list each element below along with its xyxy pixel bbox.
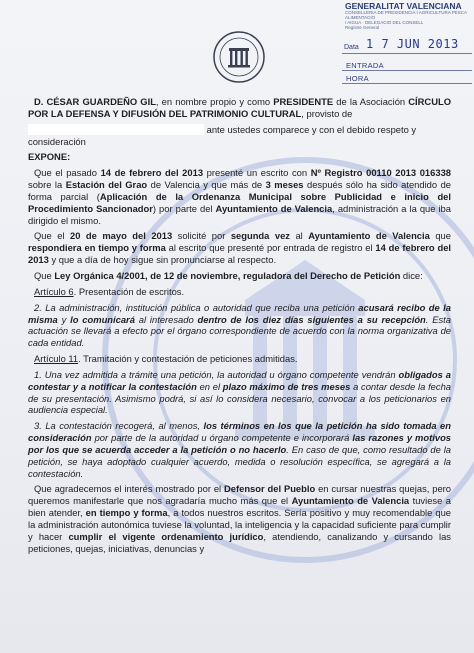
sender-name: D. CÉSAR GUARDEÑO GIL xyxy=(34,96,156,107)
text-run: . Presentación de escritos. xyxy=(73,285,185,297)
text-run: 2. La administración, institución pública o autoridad que reciba una petición xyxy=(34,301,359,313)
emphasis-text: lo comunicará xyxy=(70,313,135,325)
law-title: Ley Orgánica 4/2001, de 12 de noviembre, reguladora del Derecho de Petición xyxy=(54,269,401,281)
text-run: Que el pasado xyxy=(34,167,101,179)
city-council: Ayuntamiento de Valencia xyxy=(215,202,333,214)
association-name: CÍRCULO POR LA DEFENSA Y DIFUSIÓN DEL PATRIMONIO CULTURAL xyxy=(28,96,451,119)
generalitat-header xyxy=(345,2,473,30)
stamp-divider xyxy=(342,83,472,84)
article-label: Artículo 11 xyxy=(34,353,79,365)
generalitat-subtitle-2: I AIGUA · DELEGACIO DEL CONSELL xyxy=(345,20,424,25)
text-run: 1. Una vez admitida a trámite una petición, la autoridad u órgano competente vendrán xyxy=(34,368,399,380)
stamp-date-label: Data xyxy=(344,44,359,51)
article-6-heading xyxy=(28,286,451,298)
emphasis-text: plazo máximo de tres meses xyxy=(222,380,351,392)
closing-paragraph xyxy=(28,483,451,554)
text-run: solicité por xyxy=(172,230,231,242)
expone-heading xyxy=(28,151,451,163)
text-run: después sólo ha sido atendido de forma parcial ( xyxy=(28,179,452,202)
emphasis-text: en tiempo y forma xyxy=(85,507,168,519)
sender-role: PRESIDENTE xyxy=(273,96,334,107)
text-run: dice: xyxy=(400,269,423,281)
emphasis-text: segunda vez xyxy=(230,230,290,242)
months-text: 3 meses xyxy=(265,179,304,191)
text-run: en el xyxy=(196,380,223,392)
text-run: a contar desde la fecha de su presentación. Asimismo podrá, si así lo considera necesario, convocar a los peticionarios en audiencia especial. xyxy=(28,380,452,416)
appearance-paragraph xyxy=(28,124,451,148)
text-run: , administración a la que iba dirigido el mismo. xyxy=(28,202,451,226)
text-run: consideración xyxy=(28,135,86,147)
law-reference-paragraph xyxy=(28,270,451,282)
article-11-heading xyxy=(28,353,451,365)
stamp-hora-label: HORA xyxy=(346,74,369,83)
stamp-divider xyxy=(342,53,472,54)
registry-stamp xyxy=(342,34,472,88)
text-run: , en nombre propio y como xyxy=(155,96,274,107)
text-run: al xyxy=(289,230,309,242)
article-label: Artículo 6 xyxy=(34,285,74,297)
date-text: 14 de febrero del 2013 xyxy=(28,242,452,266)
text-run: , atendiendo, canalizando y cursando las peticiones, quejas, iniciativas, denuncias y xyxy=(28,530,451,554)
article-11-clause-3 xyxy=(28,420,451,479)
article-6-clause-2 xyxy=(28,302,451,349)
text-run: ante ustedes comparece y con el debido respeto y xyxy=(206,123,417,135)
text-run: por parte de la autoridad u órgano competente e incorporará xyxy=(91,432,353,444)
emphasis-text: cumplir el vigente ordenamiento jurídico xyxy=(68,530,264,542)
letter-body xyxy=(28,96,451,555)
text-run: y que a día de hoy sigue sin pronunciarse al respecto. xyxy=(48,254,277,266)
generalitat-subtitle-3: Registre General xyxy=(345,25,380,30)
redacted-block xyxy=(28,124,204,135)
date-text: 14 de febrero del 2013 xyxy=(100,167,204,179)
text-run: sobre la xyxy=(28,179,66,191)
emphasis-text: respondiera en tiempo y forma xyxy=(28,242,166,254)
station-name: Estación del Grao xyxy=(65,179,148,191)
text-run: , provisto de xyxy=(301,107,353,119)
text-run: Que xyxy=(34,269,55,281)
registry-number: Nº Registro 00110 2013 016338 xyxy=(310,167,451,179)
text-run: y xyxy=(57,313,71,325)
text-run: en cursar nuestras quejas, pero queremos manifestarle que nos agradaría mucho más que el xyxy=(28,483,451,507)
stamp-date-value: 1 7 JUN 2013 xyxy=(366,37,459,51)
text-run: 3. La contestación recogerá, al menos, xyxy=(34,420,204,432)
text-run: . Esta actuación se llevará a efecto por el órgano correspondiente de acuerdo con la norma organizativa de cada entidad. xyxy=(28,313,451,349)
emphasis-text: los términos en los que la petición ha sido tomada en consideración xyxy=(28,420,451,444)
intro-paragraph xyxy=(28,96,451,120)
emphasis-text: las razones y motivos por los que se acuerda acceder a la petición o no hacerlo xyxy=(28,432,452,455)
text-run: , a todos nuestros escritos. Sería positivo y muy recomendable que la administración autonómica tuviese la voluntad, la inteligencia y la capacidad suficiente para cumplir y hacer xyxy=(28,507,451,542)
text-run: . Tramitación y contestación de peticiones admitidas. xyxy=(78,353,298,365)
text-run: al escrito que presenté por entrada de registro el xyxy=(165,242,376,254)
emphasis-text: acusará recibo de la misma xyxy=(28,301,452,325)
text-run: tuviese a bien atender, xyxy=(28,495,451,519)
text-run: Que el xyxy=(34,230,70,242)
article-11-clause-1 xyxy=(28,369,451,416)
emphasis-text: dentro de los diez días siguientes a su recepción xyxy=(197,313,426,325)
text-run: presenté un escrito con xyxy=(203,167,311,179)
stamp-divider xyxy=(342,70,472,71)
city-council: Ayuntamiento de Valencia xyxy=(291,495,410,507)
text-run: Que agradecemos el interés mostrado por el xyxy=(34,483,225,495)
text-run: que xyxy=(429,230,451,242)
second-claim-paragraph xyxy=(28,230,451,266)
text-run: . En caso de que, como resultado de la petición, se haya adoptado cualquier acuerdo, medida o resolución específica, se agregará a la contestación. xyxy=(28,443,451,479)
stamp-entrada-label: ENTRADA xyxy=(346,61,384,70)
text-run: de Valencia y que más de xyxy=(147,179,266,191)
association-logo xyxy=(212,30,266,84)
text-run: ) por parte del xyxy=(152,202,216,214)
ombudsman-name: Defensor del Pueblo xyxy=(224,483,316,495)
emphasis-text: obligados a contestar y a notificar la contestación xyxy=(28,368,451,392)
generalitat-subtitle-1: CONSELLERIA DE PRESIDENCIA I AGRICULTURA PESCA ALIMENTACIO xyxy=(345,10,467,20)
first-claim-paragraph xyxy=(28,167,451,226)
date-text: 20 de mayo del 2013 xyxy=(69,230,173,242)
generalitat-title: GENERALITAT VALENCIANA xyxy=(345,1,462,11)
text-run: al interesado xyxy=(134,313,198,325)
heading-text: EXPONE: xyxy=(28,151,71,163)
city-council: Ayuntamiento de Valencia xyxy=(308,230,430,242)
ordinance-text: Aplicación de la Ordenanza Municipal sobre Publicidad e inicio del Procedimiento Sancionador xyxy=(28,190,451,214)
text-run: de la Asociación xyxy=(333,96,409,107)
